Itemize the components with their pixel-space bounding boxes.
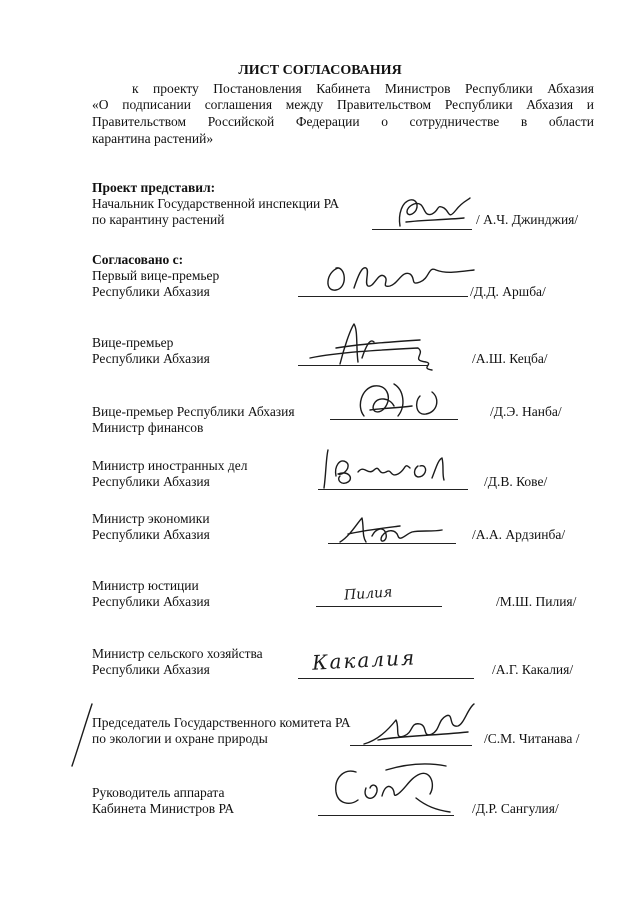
signatory-6-position-line1: Министр юстиции	[92, 578, 199, 593]
signatory-5-position-line2: Республики Абхазия	[92, 527, 210, 542]
signatory-9-position-line1: Руководитель аппарата	[92, 785, 225, 800]
intro-line-3: Правительством Российской Федерации о сотрудничестве в области	[92, 114, 594, 129]
presented-position-line2: по карантину растений	[92, 212, 225, 227]
signature-sanguliya	[326, 758, 456, 820]
signatory-3-position-line1: Вице-премьер Республики Абхазия	[92, 404, 295, 419]
signature-djindjia	[392, 192, 472, 232]
presented-position-line1: Начальник Государственной инспекции РА	[92, 196, 340, 211]
intro-line-1: к проекту Постановления Кабинета Министров Республики Абхазия	[132, 81, 594, 96]
signatory-8-position-line2: по экологии и охране природы	[92, 731, 268, 746]
signature-piliya: Пилия	[343, 584, 393, 604]
signatory-5-name: /А.А. Ардзинба/	[472, 527, 566, 542]
signatory-1-position-line1: Первый вице-премьер	[92, 268, 220, 283]
presented-heading: Проект представил:	[92, 180, 216, 195]
presented-name: / А.Ч. Джинджия/	[476, 212, 579, 227]
signatory-7-name: /А.Г. Какалия/	[492, 662, 574, 677]
signature-arshba	[318, 258, 478, 298]
signature-ardzinba	[336, 512, 446, 548]
signatory-9-position-line2: Кабинета Министров РА	[92, 801, 235, 816]
intro-line-2: «О подписании соглашения между Правительством Республики Абхазия и	[92, 97, 594, 112]
signatory-7-position-line1: Министр сельского хозяйства	[92, 646, 263, 661]
signatory-4-name: /Д.В. Кове/	[484, 474, 548, 489]
signature-nanba	[334, 376, 454, 424]
signatory-3-position-line2: Министр финансов	[92, 420, 204, 435]
signatory-3-name: /Д.Э. Нанба/	[490, 404, 562, 419]
signatory-2-name: /А.Ш. Кецба/	[472, 351, 548, 366]
intro-line-4: карантина растений»	[92, 131, 214, 146]
signature-chitanava	[358, 700, 478, 750]
signatory-7-position-line2: Республики Абхазия	[92, 662, 210, 677]
signatory-6-name: /М.Ш. Пилия/	[496, 594, 577, 609]
signatory-4-position-line1: Министр иностранных дел	[92, 458, 248, 473]
signatory-8-name: /С.М. Читанава /	[484, 731, 580, 746]
signatory-6-position-line2: Республики Абхазия	[92, 594, 210, 609]
signatory-2-position-line1: Вице-премьер	[92, 335, 174, 350]
signature-kakaliya: Какалия	[311, 645, 417, 675]
signature-line-7	[298, 678, 474, 679]
signatory-5-position-line1: Министр экономики	[92, 511, 210, 526]
signatory-8-position-line1: Председатель Государственного комитета РА	[92, 715, 351, 730]
agreed-heading: Согласовано с:	[92, 252, 184, 267]
signatory-2-position-line2: Республики Абхазия	[92, 351, 210, 366]
signature-kove	[318, 446, 468, 490]
signatory-9-name: /Д.Р. Сангулия/	[472, 801, 559, 816]
signatory-1-position-line2: Республики Абхазия	[92, 284, 210, 299]
signatory-1-name: /Д.Д. Аршба/	[470, 284, 546, 299]
signature-ketsba	[300, 318, 440, 373]
signature-line-6	[316, 606, 442, 607]
document-title: ЛИСТ СОГЛАСОВАНИЯ	[238, 63, 402, 78]
signatory-4-position-line2: Республики Абхазия	[92, 474, 210, 489]
